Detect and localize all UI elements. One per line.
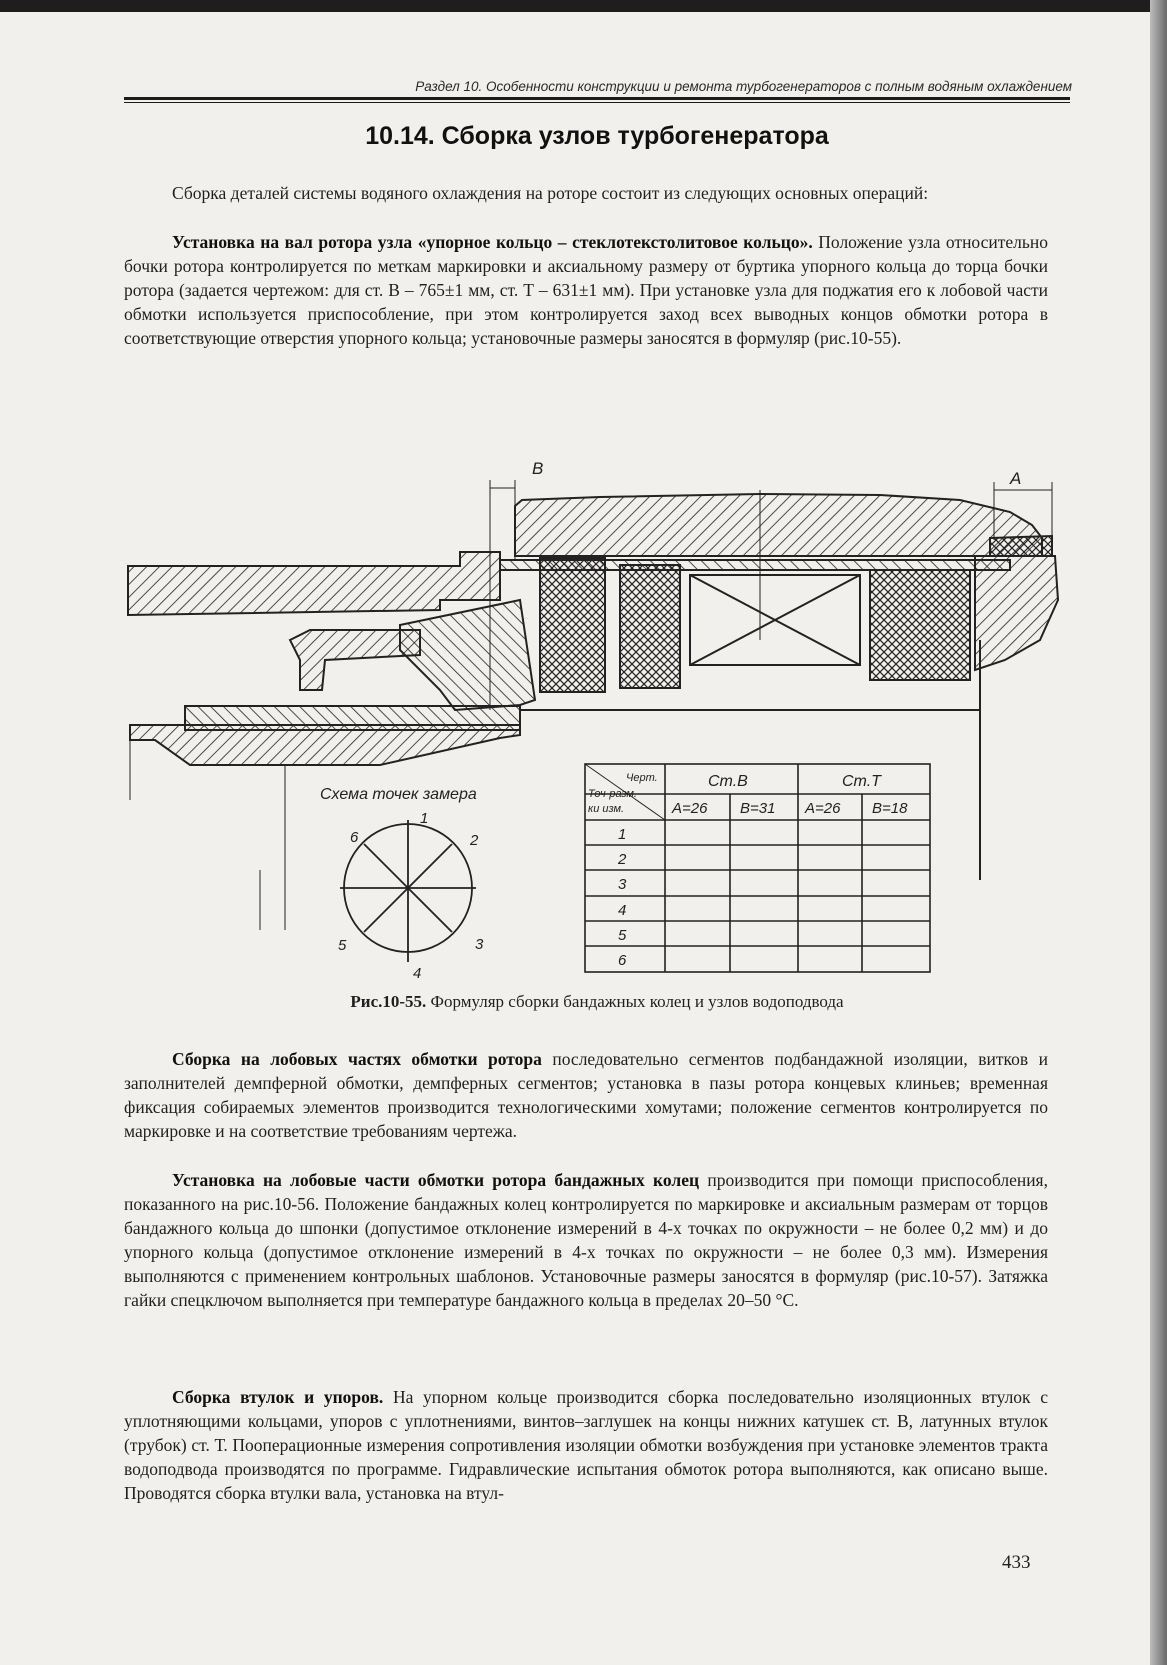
dimension-label-b: В	[532, 459, 544, 478]
paragraph-lead: Сборка на лобовых частях обмотки ротора	[172, 1049, 542, 1069]
dimension-label-a: А	[1010, 469, 1022, 488]
paragraph-body: На упорном кольце производится сборка последовательно изоляционных втулок с уплотняющими кольцами, упоров с уплотнениями, винтов–заглушек на концы нижних катушек ст. В, латунных втулок (трубок) ст. Т. Пооперационные измерения сопротивления изоляции обмотки возбуждения при установке элементов тракта водоподвода производятся по программе. Гидравлические испытания обмоток ротора выполняются, как описано выше. Проводятся сборка втулки вала, установка на втул-	[124, 1387, 1048, 1503]
table-row-label-6: 6	[618, 952, 627, 969]
paragraph-sleeves	[124, 1385, 1048, 1505]
shaft-top-part	[128, 552, 500, 615]
paragraph-lead: Сборка втулок и упоров.	[172, 1387, 384, 1407]
ring-key	[990, 536, 1052, 556]
insulation-block-3	[870, 570, 970, 680]
table-row-label-3: 3	[618, 876, 627, 893]
running-header: Раздел 10. Особенности конструкции и ремонта турбогенераторов с полным водяным охлаждением	[415, 79, 1072, 94]
paragraph-lead: Установка на лобовые части обмотки ротора бандажных колец	[172, 1170, 700, 1190]
retaining-ring	[515, 494, 1042, 556]
point-label-3: 3	[475, 936, 484, 953]
stepped-sleeve	[290, 630, 420, 690]
table-row-label-1: 1	[618, 826, 627, 843]
paragraph-body: последовательно сегментов подбандажной изоляции, витков и заполнителей демпферной обмотки, демпферных сегментов; установка в пазы ротора концевых клиньев; временная фиксация собираемых элементов производится технологическими хомутами; положение сегментов контролируется по маркировке и на соответствие требованиям чертежа.	[124, 1049, 1048, 1141]
caption-text: Формуляр сборки бандажных колец и узлов водоподвода	[426, 992, 844, 1011]
insulation-block-1	[540, 558, 605, 692]
coil-section	[690, 575, 860, 665]
intro-paragraph: Сборка деталей системы водяного охлаждения на роторе состоит из следующих основных операций:	[172, 183, 929, 203]
insulation-block-2	[620, 565, 680, 688]
rotor-body-end	[975, 556, 1058, 670]
measurement-points-scheme	[340, 820, 476, 962]
table-corner-bottom: ки изм.	[588, 803, 625, 815]
table-group-st-t: Ст.Т	[842, 773, 881, 790]
point-label-6: 6	[350, 829, 359, 846]
table-corner-top: Черт.	[626, 772, 658, 784]
table-row-label-5: 5	[618, 927, 627, 944]
table-corner-mid: Точ-разм.	[588, 788, 637, 800]
page-number: 433	[1002, 1552, 1031, 1573]
paragraph-body: производится при помощи приспособления, показанного на рис.10-56. Положение бандажных колец контролируется по маркировке и аксиальным размерам от торцов бандажного кольца до шпонки (допустимое отклонение измерений в 4-х точках по окружности – не более 0,2 мм) и до упорного кольца (допустимое отклонение измерений в 4-х точках по окружности – не более 0,3 мм). Измерения выполняются с применением контрольных шаблонов. Установочные размеры заносятся в формуляр (рис.10-57). Затяжка гайки спецключом выполняется при температуре бандажного кольца в пределах 20–50 °С.	[124, 1170, 1048, 1310]
shaft-main	[130, 725, 520, 765]
table-col-3: А=26	[805, 800, 841, 817]
paragraph-body: Положение узла относительно бочки ротора контролируется по меткам маркировки и аксиальному размеру от буртика упорного кольца до торца бочки ротора (задается чертежом: для ст. В – 765±1 мм, ст. Т – 631±1 мм). При установке узла для поджатия его к лобовой части обмотки используется приспособление, при этом контролируется заход всех выводных концов обмотки ротора в соответствующие отверстия упорного кольца; установочные размеры заносятся в формуляр (рис.10-55).	[124, 232, 1048, 348]
paragraph-end-windings	[124, 1047, 1048, 1143]
table-col-2: В=31	[740, 800, 776, 817]
caption-label: Рис.10-55.	[350, 992, 427, 1011]
point-label-5: 5	[338, 937, 347, 954]
point-label-4: 4	[413, 965, 422, 982]
table-col-4: В=18	[872, 800, 908, 817]
paragraph-lead: Установка на вал ротора узла «упорное кольцо – стеклотекстолитовое кольцо».	[172, 232, 813, 252]
point-label-1: 1	[420, 810, 429, 827]
point-label-2: 2	[470, 832, 479, 849]
paragraph-retaining-rings	[124, 1168, 1048, 1312]
table-col-1: А=26	[672, 800, 708, 817]
assembly-section-drawing	[128, 480, 1058, 930]
table-row-label-2: 2	[618, 851, 627, 868]
scheme-title: Схема точек замера	[320, 786, 477, 803]
table-row-label-4: 4	[618, 902, 627, 919]
figure-caption	[124, 992, 1070, 1012]
table-group-st-v: Ст.В	[708, 773, 748, 790]
section-title: 10.14. Сборка узлов турбогенератора	[365, 122, 829, 150]
